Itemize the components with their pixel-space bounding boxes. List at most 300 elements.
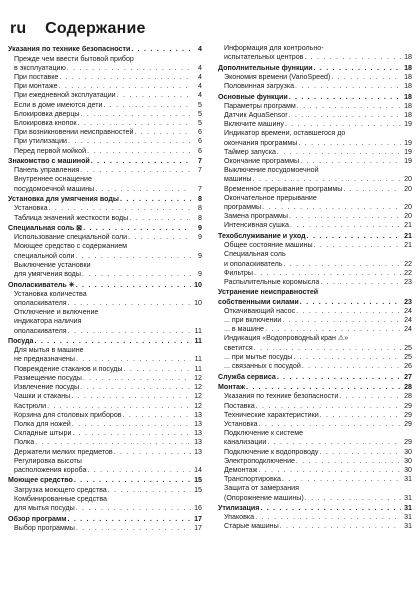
dot-leader [78, 119, 192, 128]
toc-page-number: 6 [198, 137, 202, 146]
toc-entry[interactable] [8, 402, 202, 411]
toc-page-number: 5 [198, 109, 202, 118]
toc-section[interactable] [218, 383, 412, 392]
dot-leader [81, 110, 191, 119]
toc-entry-text: Подключение к системе [224, 429, 304, 438]
toc-entry-text: Комбинированные средства [14, 494, 108, 503]
dot-leader [289, 212, 401, 221]
toc-entry-text: При поставке [14, 72, 59, 81]
toc-page-number: 28 [404, 392, 412, 401]
toc-page-number: 24 [404, 325, 412, 334]
toc-entry[interactable] [8, 383, 202, 392]
toc-entry-text: Включите машину [224, 120, 284, 129]
toc-entry-text: Моющее средство [8, 476, 73, 485]
toc-entry-text: Устранение неисправностей [218, 288, 319, 297]
toc-entry[interactable] [8, 290, 202, 308]
dot-leader [267, 438, 401, 447]
dot-leader [254, 269, 401, 278]
toc-page-number: 21 [404, 231, 412, 240]
toc-section[interactable] [8, 337, 202, 346]
toc-entry-text: Указания по технике безопасности [8, 45, 131, 54]
toc-section[interactable] [8, 515, 202, 524]
toc-entry-text: Окончание программы [224, 157, 300, 166]
toc-entry-text: Подключение к водопроводу [224, 447, 319, 456]
dot-leader [259, 420, 401, 429]
toc-entry[interactable] [8, 128, 202, 137]
dot-leader [68, 137, 191, 146]
toc-entry-text: Выключение установки [14, 260, 91, 269]
toc-page-number: 22 [404, 259, 412, 268]
toc-page-number: 31 [404, 504, 412, 513]
toc-entry-text: Кастрюли [14, 401, 47, 410]
toc-page-number: 23 [404, 277, 412, 286]
page-header [10, 20, 146, 38]
toc-entry-text: Техобслуживание и уход [218, 231, 306, 240]
toc-entry[interactable] [8, 147, 202, 156]
toc-page-number: 7 [198, 157, 202, 166]
dot-leader [282, 316, 401, 325]
toc-entry[interactable] [8, 308, 202, 336]
toc-page-number: 11 [194, 326, 202, 335]
dot-leader [277, 373, 401, 382]
toc-entry-text: Демонтаж [224, 465, 258, 474]
dot-leader [35, 337, 192, 346]
toc-page-number: 24 [404, 316, 412, 325]
toc-entry-text: Полка для ножей [14, 419, 71, 428]
toc-entry-text: Установка [14, 204, 48, 213]
toc-entry-text: ... при включении [224, 316, 282, 325]
dot-leader [67, 64, 191, 73]
toc-page-number: 9 [198, 233, 202, 242]
toc-entry-text: Панель управления [14, 166, 80, 175]
dot-leader [128, 233, 191, 242]
toc-entry-text: Откачивающий насос [224, 306, 296, 315]
toc-page-number: 19 [404, 157, 412, 166]
toc-entry[interactable] [218, 212, 412, 221]
toc-entry[interactable] [8, 137, 202, 146]
toc-page-number: 17 [194, 514, 202, 523]
toc-entry-text: Держатели мелких предметов [14, 447, 113, 456]
toc-entry[interactable] [218, 429, 412, 447]
toc-page-number: 5 [198, 100, 202, 109]
toc-page-number: 4 [198, 63, 202, 72]
toc-page-number: 12 [194, 383, 202, 392]
toc-section[interactable] [218, 373, 412, 382]
toc-entry-text: машины [224, 175, 252, 184]
toc-page-number: 29 [404, 438, 412, 447]
toc-page-number: 13 [194, 410, 202, 419]
toc-entry-text: Электроподключение [224, 456, 295, 465]
dot-leader [75, 252, 191, 261]
toc-page-number: 12 [194, 392, 202, 401]
dot-leader [83, 224, 191, 233]
toc-entry[interactable] [8, 119, 202, 128]
toc-page-number: 18 [404, 111, 412, 120]
toc-entry-text: Фильтры [224, 268, 253, 277]
toc-entry-text: Замена программы [224, 212, 288, 221]
toc-page-number: 30 [404, 465, 412, 474]
toc-entry-text: Старые машины [224, 522, 279, 531]
toc-page-number: 28 [404, 383, 412, 392]
toc-entry[interactable] [8, 101, 202, 110]
toc-entry[interactable] [218, 269, 412, 278]
toc-section[interactable] [8, 476, 202, 485]
toc-entry-text: Прежде чем ввести бытовой прибор [14, 54, 134, 63]
page-title: Содержание [45, 20, 146, 37]
toc-entry-text: Выбор программы [14, 523, 75, 532]
dot-leader [82, 270, 191, 279]
toc-entry[interactable] [8, 524, 202, 533]
toc-entry[interactable] [218, 82, 412, 91]
dot-leader [131, 45, 191, 54]
toc-page-number: 10 [194, 298, 202, 307]
dot-leader [285, 120, 401, 129]
toc-page-number: 8 [198, 204, 202, 213]
toc-entry[interactable] [8, 233, 202, 242]
toc-section[interactable] [218, 93, 412, 102]
toc-entry-text: Окончательное прерывание [224, 193, 317, 202]
toc-page-number: 18 [404, 63, 412, 72]
toc-entry-text: ... в машине [224, 325, 264, 334]
dot-leader [74, 476, 191, 485]
toc-entry-text: ополаскивателя [14, 298, 67, 307]
toc-entry-text: При ежедневной эксплуатации [14, 91, 116, 100]
toc-entry[interactable] [218, 513, 412, 522]
toc-section[interactable] [8, 224, 202, 233]
dot-leader [68, 299, 191, 308]
toc-page-number: 13 [194, 429, 202, 438]
dot-leader [67, 515, 191, 524]
dot-leader [72, 429, 191, 438]
toc-entry[interactable] [218, 420, 412, 429]
dot-leader [117, 91, 191, 100]
toc-entry[interactable] [218, 221, 412, 230]
toc-entry[interactable] [218, 250, 412, 268]
toc-page-number: 30 [404, 447, 412, 456]
dot-leader [320, 411, 401, 420]
toc-entry[interactable] [218, 325, 412, 334]
toc-entry[interactable] [218, 148, 412, 157]
toc-entry[interactable] [8, 55, 202, 73]
dot-leader [296, 307, 401, 316]
dot-leader [314, 241, 401, 250]
toc-entry-text: канализации [224, 438, 267, 447]
dot-leader [76, 524, 191, 533]
toc-page-number: 20 [404, 184, 412, 193]
toc-entry[interactable] [218, 241, 412, 250]
toc-entry[interactable] [8, 82, 202, 91]
toc-page-number: 29 [404, 401, 412, 410]
toc-entry-text: Установка для умягчения воды [8, 195, 119, 204]
toc-entry-text: специальной соли [14, 251, 75, 260]
dot-leader [296, 457, 401, 466]
toc-page-number: 5 [198, 118, 202, 127]
dot-leader [59, 82, 191, 91]
toc-page-number: 29 [404, 410, 412, 419]
toc-entry[interactable] [218, 475, 412, 484]
toc-entry[interactable] [218, 120, 412, 129]
toc-page-number: 23 [404, 297, 412, 306]
dot-leader [320, 278, 401, 287]
toc-entry[interactable] [218, 484, 412, 502]
toc-page-number: 7 [198, 184, 202, 193]
toc-entry-text: Повреждение стаканов и посуды [14, 364, 123, 373]
toc-entry[interactable] [8, 420, 202, 429]
toc-entry[interactable] [8, 261, 202, 279]
toc-entry[interactable] [8, 166, 202, 175]
toc-entry[interactable] [8, 374, 202, 383]
dot-leader [262, 203, 401, 212]
toc-entry-text: расположения короба [14, 465, 87, 474]
toc-page-number: 13 [194, 438, 202, 447]
toc-entry[interactable] [8, 204, 202, 213]
dot-leader [71, 392, 191, 401]
toc-section[interactable] [218, 288, 412, 306]
toc-entry[interactable] [218, 448, 412, 457]
toc-entry-text: Параметры программ [224, 101, 296, 110]
toc-entry-text: Регулировка высоты [14, 456, 82, 465]
toc-page-number: 8 [198, 213, 202, 222]
toc-page-number: 19 [404, 138, 412, 147]
dot-leader [129, 214, 191, 223]
toc-entry[interactable] [218, 278, 412, 287]
toc-entry[interactable] [8, 392, 202, 401]
toc-entry-text: Блокировка кнопок [14, 118, 77, 127]
toc-entry[interactable] [218, 362, 412, 371]
toc-entry[interactable] [8, 486, 202, 495]
dot-leader [265, 325, 401, 334]
toc-entry[interactable] [218, 392, 412, 401]
toc-entry-text: Половинная загрузка [224, 82, 295, 91]
dot-leader [35, 438, 191, 447]
toc-entry[interactable] [8, 346, 202, 364]
toc-entry-text: ... при мытье посуды [224, 352, 293, 361]
toc-entry[interactable] [8, 457, 202, 475]
toc-section[interactable] [218, 64, 412, 73]
dot-leader [254, 344, 401, 353]
toc-entry-text: Выключение посудомоечной [224, 166, 319, 175]
toc-entry[interactable] [8, 365, 202, 374]
toc-entry[interactable] [218, 402, 412, 411]
toc-entry[interactable] [218, 111, 412, 120]
toc-entry[interactable] [218, 316, 412, 325]
toc-entry[interactable] [218, 307, 412, 316]
dot-leader [256, 402, 401, 411]
toc-entry-text: испытательных центров [224, 53, 304, 62]
dot-leader [331, 73, 401, 82]
toc-entry-text: Использование специальной соли [14, 233, 128, 242]
toc-page-number: 11 [194, 364, 202, 373]
toc-entry-text: Датчик AquaSensor [224, 111, 288, 120]
dot-leader [304, 53, 401, 62]
dot-leader [339, 392, 401, 401]
dot-leader [80, 383, 191, 392]
toc-entry-text: Указания по технике безопасности [224, 392, 339, 401]
dot-leader [295, 82, 401, 91]
toc-page-number: 18 [404, 92, 412, 101]
dot-leader [49, 204, 191, 213]
toc-entry-text: Поставка [224, 401, 255, 410]
toc-page-number: 13 [194, 419, 202, 428]
toc-entry-text: программы [224, 203, 262, 212]
toc-entry-text: Специальная соль ⊠ [8, 224, 83, 233]
toc-page-number: 19 [404, 120, 412, 129]
toc-section[interactable] [8, 195, 202, 204]
toc-entry[interactable] [218, 334, 412, 352]
toc-page-number: 9 [198, 224, 202, 233]
dot-leader [76, 504, 191, 513]
toc-entry-text: Транспортировка [224, 475, 281, 484]
dot-leader [108, 486, 191, 495]
toc-section[interactable] [8, 45, 202, 54]
toc-section[interactable] [218, 504, 412, 513]
toc-entry-text: и ополаскиватель [224, 259, 283, 268]
toc-entry-text: Служба сервиса [218, 372, 276, 381]
toc-page-number: 11 [194, 337, 202, 346]
toc-entry-text: Временное прерывание программы [224, 184, 343, 193]
dot-leader [114, 448, 191, 457]
toc-page-number: 25 [404, 343, 412, 352]
toc-entry-text: ополаскивателя [14, 326, 67, 335]
toc-entry-text: Размещение посуды [14, 373, 82, 382]
toc-page-number: 27 [404, 372, 412, 381]
toc-page-number: 6 [198, 146, 202, 155]
toc-entry[interactable] [8, 448, 202, 457]
toc-entry-text: Таймер запуска [224, 147, 276, 156]
toc-entry-text: Знакомство с машиной [8, 157, 90, 166]
toc-entry[interactable] [218, 466, 412, 475]
dot-leader [80, 166, 191, 175]
toc-entry-text: Ополаскиватель ✳ [8, 280, 75, 289]
toc-entry-text: Утилизация [218, 504, 260, 513]
toc-page-number: 30 [404, 456, 412, 465]
toc-entry[interactable] [8, 73, 202, 82]
toc-entry[interactable] [218, 129, 412, 147]
toc-entry[interactable] [8, 411, 202, 420]
toc-page-number: 22 [404, 268, 412, 277]
toc-entry-text: Установка [224, 419, 258, 428]
toc-entry-text: При утилизации [14, 137, 68, 146]
toc-entry-text: индикатора наличия [14, 317, 82, 326]
dot-leader [253, 175, 402, 184]
toc-entry-text: Если в доме имеются дети [14, 100, 103, 109]
toc-entry-text: не предназначены [14, 355, 75, 364]
dot-leader [343, 185, 401, 194]
toc-entry[interactable] [8, 214, 202, 223]
toc-entry[interactable] [218, 411, 412, 420]
dot-leader [87, 147, 191, 156]
toc-entry[interactable] [218, 157, 412, 166]
toc-entry-text: Извлечение посуды [14, 383, 80, 392]
toc-entry-text: Полка [14, 438, 35, 447]
dot-leader [91, 157, 191, 166]
toc-entry[interactable] [8, 429, 202, 438]
toc-entry-text: (Опорожнение машины) [224, 493, 304, 502]
toc-entry-text: посудомоечной машины [14, 184, 95, 193]
toc-entry[interactable] [218, 522, 412, 531]
toc-entry[interactable] [218, 73, 412, 82]
toc-entry[interactable] [8, 175, 202, 193]
dot-leader [282, 475, 401, 484]
dot-leader [297, 102, 401, 111]
toc-section[interactable] [8, 157, 202, 166]
toc-entry-text: Отключение и включение [14, 308, 99, 317]
toc-page-number: 8 [198, 195, 202, 204]
toc-entry-text: При возникновении неисправностей [14, 128, 134, 137]
toc-page-number: 9 [198, 251, 202, 260]
toc-section[interactable] [8, 281, 202, 290]
toc-entry[interactable] [8, 110, 202, 119]
toc-entry-text: Внутреннее оснащение [14, 175, 92, 184]
toc-entry-text: Технические характеристики [224, 410, 319, 419]
toc-page-number: 12 [194, 401, 202, 410]
toc-entry-text: Информация для контрольно- [224, 44, 324, 52]
toc-page-number: 31 [404, 493, 412, 502]
toc-page-number: 16 [194, 504, 202, 513]
toc-entry-text: для умягчения воды [14, 270, 81, 279]
toc-entry-text: Для мытья в машине [14, 346, 84, 355]
toc-entry[interactable] [8, 91, 202, 100]
dot-leader [87, 466, 191, 475]
toc-entry[interactable] [8, 495, 202, 513]
toc-page-number: 26 [404, 362, 412, 371]
toc-entry[interactable] [218, 166, 412, 184]
toc-entry[interactable] [218, 102, 412, 111]
toc-entry[interactable] [218, 44, 412, 62]
toc-page-number: 11 [194, 355, 202, 364]
dot-leader [76, 281, 191, 290]
toc-entry-text: Перед первой мойкой [14, 146, 87, 155]
dot-leader [293, 353, 401, 362]
toc-entry[interactable] [8, 438, 202, 447]
toc-page-number: 12 [194, 373, 202, 382]
toc-section[interactable] [218, 232, 412, 241]
dot-leader [300, 157, 401, 166]
toc-page-number: 18 [404, 72, 412, 81]
dot-leader [76, 355, 191, 364]
dot-leader [289, 111, 401, 120]
toc-page-number: 18 [404, 82, 412, 91]
dot-leader [289, 93, 401, 102]
toc-entry[interactable] [218, 353, 412, 362]
dot-leader [123, 411, 191, 420]
toc-entry-text: Блокировка дверцы [14, 109, 80, 118]
toc-entry-text: Обзор программ [8, 514, 67, 523]
toc-entry[interactable] [8, 242, 202, 260]
dot-leader [319, 448, 401, 457]
toc-entry[interactable] [218, 457, 412, 466]
dot-leader [260, 504, 401, 513]
toc-entry-text: Установка количества [14, 289, 87, 298]
dot-leader [298, 139, 401, 148]
toc-entry-text: Специальная соль [224, 250, 286, 259]
dot-leader [277, 148, 401, 157]
dot-leader [300, 298, 401, 307]
dot-leader [258, 466, 401, 475]
toc-page-number: 21 [404, 221, 412, 230]
toc-page-number: 25 [404, 352, 412, 361]
toc-page-number: 4 [198, 82, 202, 91]
toc-entry[interactable] [218, 185, 412, 194]
toc-column-left [8, 44, 202, 533]
toc-page-number: 17 [194, 523, 202, 532]
toc-entry-text: светится [224, 343, 253, 352]
toc-page-number: 24 [404, 306, 412, 315]
toc-page-number: 20 [404, 203, 412, 212]
toc-entry-text: Чашки и стаканы [14, 392, 71, 401]
dot-leader [72, 420, 191, 429]
toc-entry[interactable] [218, 194, 412, 212]
